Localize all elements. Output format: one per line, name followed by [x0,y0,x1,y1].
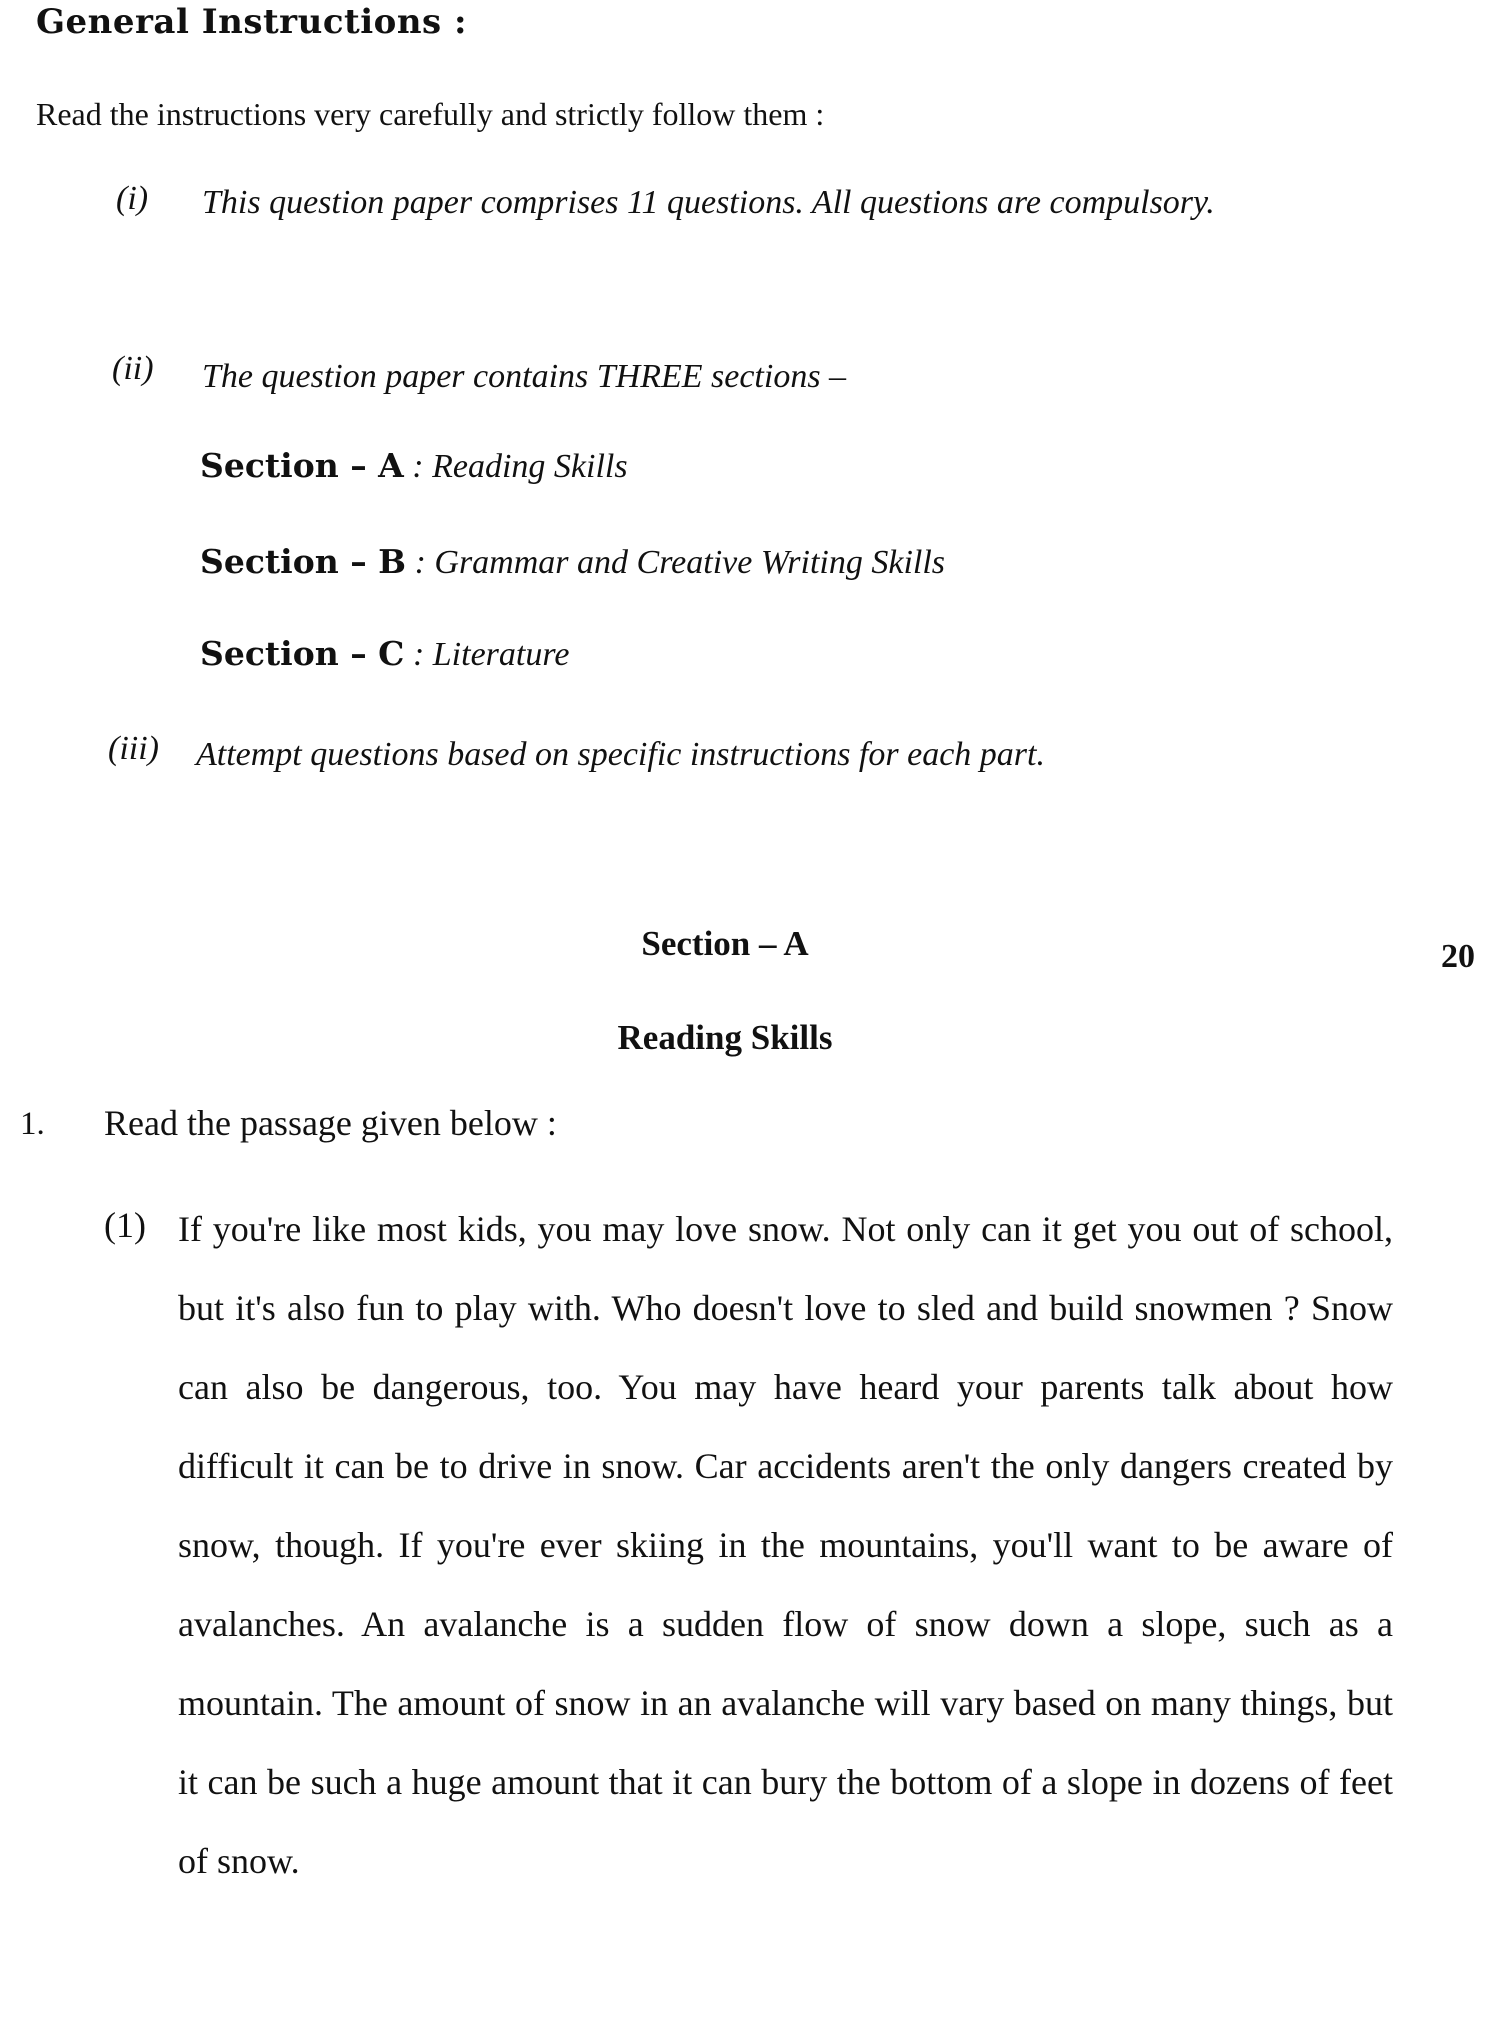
question-number: 1. [20,1106,45,1142]
general-instructions-heading: General Instructions : [36,2,468,42]
section-list-item-c [200,634,569,674]
section-b-title: : Grammar and Creative Writing Skills [414,544,946,581]
section-a-label: Section – A [200,446,404,485]
passage-paragraph: If you're like most kids, you may love snow. Not only can it get you out of school, but it's also fun to play with. Who doesn't love to sled and build snowmen ? Snow can also be dangerous, too. You may have heard your parents talk about how difficult it can be to drive in snow. Car accidents aren't the only dangers created by snow, though. If you're ever skiing in the mountains, you'll want to be aware of avalanches. An avalanche is a sudden flow of snow down a slope, such as a mountain. The amount of snow in an avalanche will vary based on many things, but it can be such a huge amount that it can bury the bottom of a slope in dozens of feet of snow. [178,1209,1393,1881]
instruction-number-iii: (iii) [108,730,159,767]
instruction-number-i: (i) [116,180,149,217]
section-a-subheading: Reading Skills [617,1018,833,1057]
paragraph-number: (1) [104,1205,146,1245]
instruction-text-i: This question paper comprises 11 questions. All questions are compulsory. [202,184,1215,221]
section-a-title: : Reading Skills [412,448,628,485]
section-list-item-a [200,446,628,486]
instructions-intro: Read the instructions very carefully and strictly follow them : [36,96,825,132]
section-c-label: Section – C [200,634,405,673]
section-c-title: : Literature [412,636,570,673]
instruction-text-ii: The question paper contains THREE sections – [202,358,847,395]
section-a-heading: Section – A [641,924,809,963]
question-prompt: Read the passage given below : [104,1103,557,1143]
instruction-text-iii: Attempt questions based on specific instructions for each part. [196,736,1045,773]
section-b-label: Section – B [200,542,407,581]
instruction-number-ii: (ii) [112,350,154,387]
section-a-marks: 20 [1441,938,1475,975]
section-list-item-b [200,542,945,582]
